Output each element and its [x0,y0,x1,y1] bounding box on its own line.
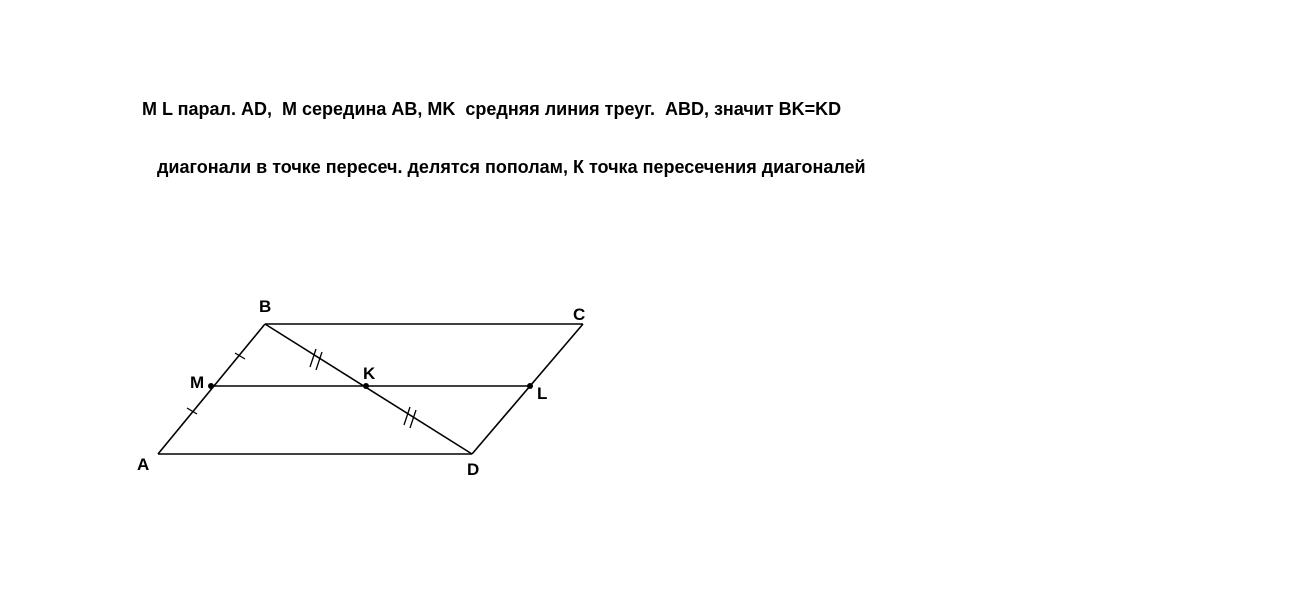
double-tick-kd-1 [404,407,410,425]
label-m: M [190,373,205,392]
point-l [527,383,533,389]
label-b: B [259,297,272,316]
label-c: C [573,305,586,324]
diagonal-bd [265,324,472,454]
label-d: D [467,460,480,479]
double-tick-bk-2 [316,352,322,370]
label-a: A [137,455,150,474]
side-cd [472,324,583,454]
label-k: K [363,364,376,383]
double-tick-bk-1 [310,349,316,367]
label-l: L [537,384,548,403]
point-m [208,383,214,389]
side-ab [158,324,265,454]
point-k [363,383,369,389]
explanation-line-2: диагонали в точке пересеч. делятся пополам, К точка пересечения диагоналей [157,157,866,177]
explanation-line-1: M L парал. AD, M середина AB, MK средняя линия треуг. ABD, значит BK=KD [142,99,842,119]
